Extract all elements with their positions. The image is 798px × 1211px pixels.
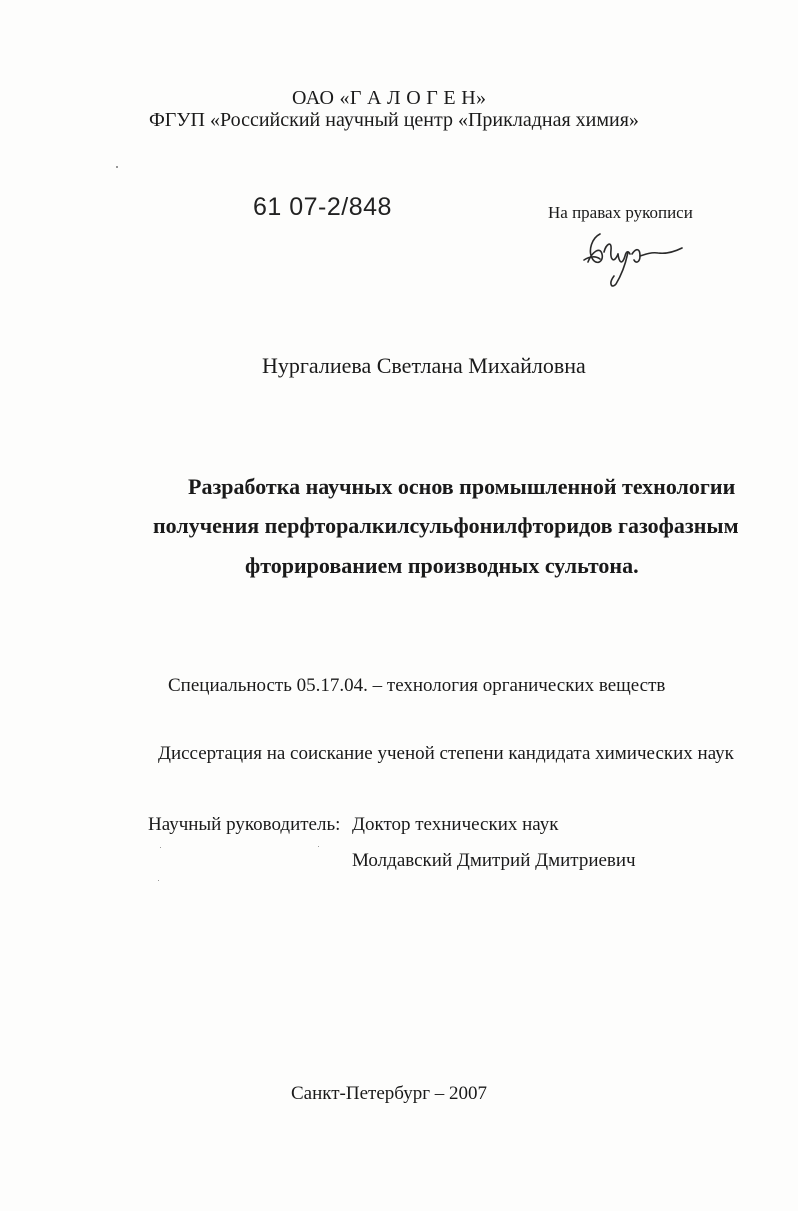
manuscript-note: На правах рукописи: [548, 203, 693, 222]
specialty: Специальность 05.17.04. – технология органических веществ: [168, 675, 666, 696]
scan-speck: [160, 847, 161, 848]
supervisor-degree: Доктор технических наук: [352, 814, 559, 835]
handwritten-signature: [578, 226, 688, 290]
organization-name: ОАО «Г А Л О Г Е Н»: [292, 87, 487, 109]
library-stamp-number: 61 07-2/848: [253, 193, 392, 221]
dissertation-degree: Диссертация на соискание ученой степени кандидата химических наук: [158, 743, 734, 764]
dissertation-title-line-3: фторированием производных сультона.: [245, 553, 639, 578]
dissertation-title-line-1: Разработка научных основ промышленной технологии: [188, 474, 736, 499]
author-name: Нургалиева Светлана Михайловна: [262, 353, 586, 378]
supervisor-name: Молдавский Дмитрий Дмитриевич: [352, 850, 636, 871]
scan-speck: [116, 166, 118, 168]
supervisor-label: Научный руководитель:: [148, 814, 341, 835]
scan-speck: [158, 880, 159, 881]
institute-name: ФГУП «Российский научный центр «Прикладная химия»: [149, 109, 639, 131]
dissertation-title-line-2: получения перфторалкилсульфонилфторидов газофазным: [153, 513, 739, 538]
scan-speck: [318, 846, 319, 847]
city-year: Санкт-Петербург – 2007: [291, 1083, 488, 1104]
